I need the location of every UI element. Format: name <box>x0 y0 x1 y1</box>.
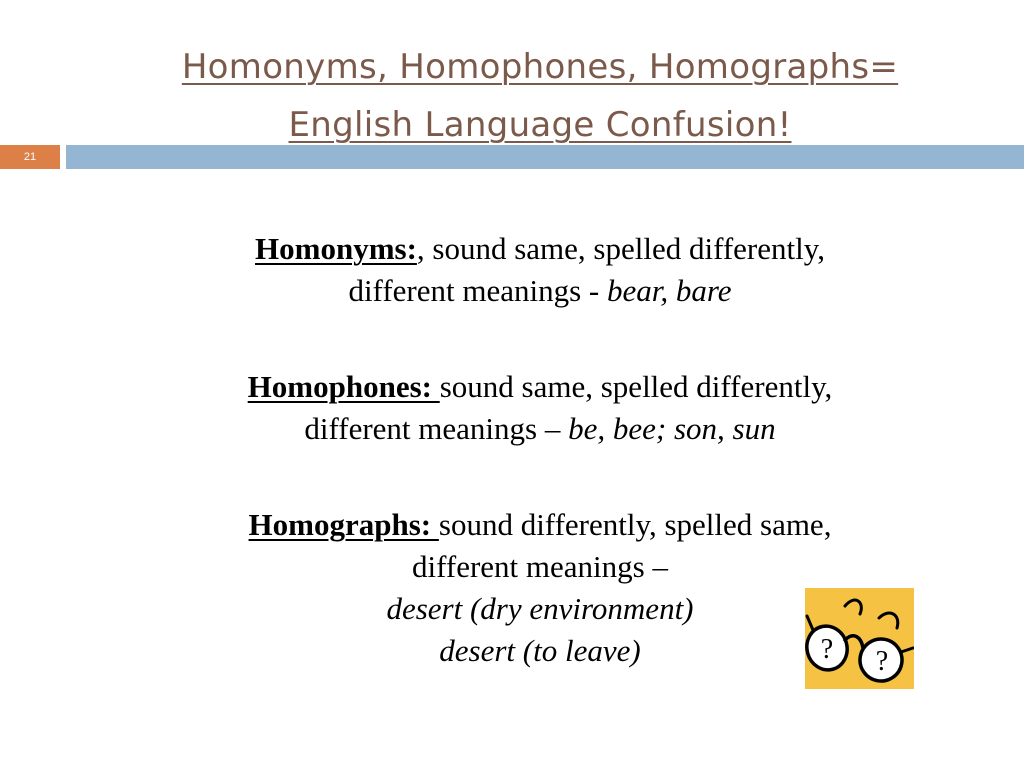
accent-bar <box>66 145 1024 169</box>
definition-meanings: different meanings – <box>412 549 668 584</box>
slide-title <box>60 38 1020 154</box>
definition-meanings: different meanings – <box>304 411 569 446</box>
term-homonyms: Homonyms: <box>255 231 417 266</box>
definition-text: sound differently, spelled same, <box>438 507 832 542</box>
title-line-2: English Language Confusion! <box>288 105 792 145</box>
question-mark-left: ? <box>820 634 834 665</box>
definition-text: , sound same, spelled differently, <box>416 231 825 266</box>
question-mark-right: ? <box>875 646 889 677</box>
entry-homonyms <box>100 228 980 312</box>
slide-number: 21 <box>0 145 60 169</box>
definition-text: sound same, spelled differently, <box>439 369 833 404</box>
term-homophones: Homophones: <box>247 369 440 404</box>
example-text-2: desert (to leave) <box>439 633 641 668</box>
example-text-1: desert (dry environment) <box>386 591 694 626</box>
title-line-1: Homonyms, Homophones, Homographs= <box>181 47 899 87</box>
entry-homophones <box>100 366 980 450</box>
example-text: bear, bare <box>606 273 732 308</box>
glasses-question-icon <box>805 588 914 689</box>
example-text: be, bee; son, sun <box>568 411 776 446</box>
definition-meanings: different meanings - <box>348 273 607 308</box>
term-homographs: Homographs: <box>248 507 439 542</box>
